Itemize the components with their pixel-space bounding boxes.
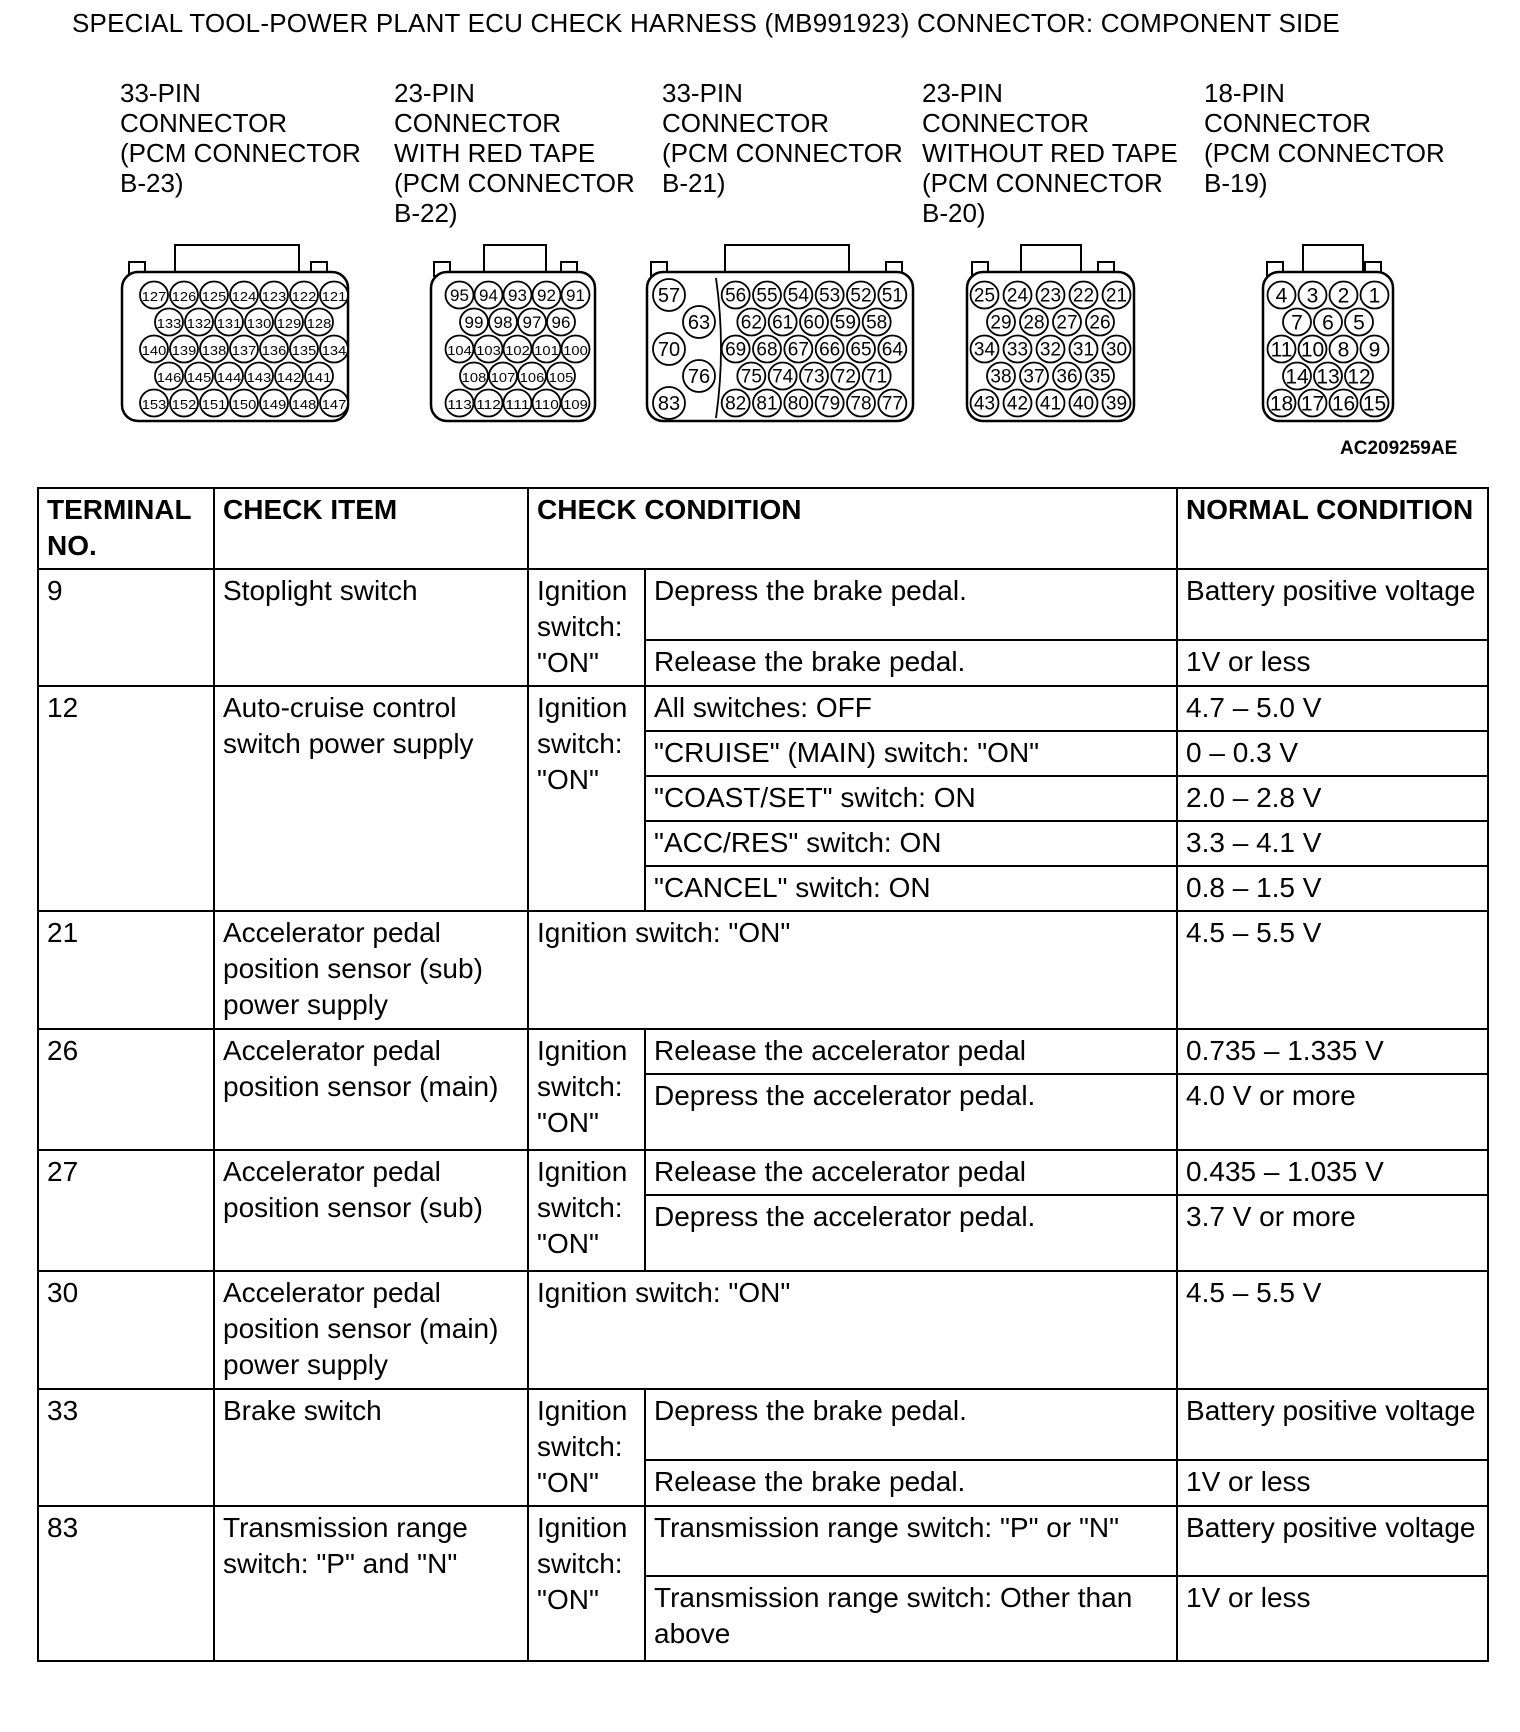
terminal-no-cell: 9 xyxy=(38,569,214,686)
pin-label: 43 xyxy=(973,393,996,415)
pin-label: 6 xyxy=(1322,311,1334,335)
normal-condition-cell: 1V or less xyxy=(1177,1460,1488,1506)
check-condition-cell: Release the accelerator pedal xyxy=(645,1029,1177,1074)
pin-label: 16 xyxy=(1331,392,1356,416)
connector-label-b22: 23-PIN CONNECTOR WITH RED TAPE (PCM CONNECTOR B-22) xyxy=(394,78,635,228)
pin-label: 151 xyxy=(201,396,227,412)
check-condition-cell: "COAST/SET" switch: ON xyxy=(645,776,1177,821)
pin-label: 73 xyxy=(803,366,825,388)
pin-label: 72 xyxy=(834,366,856,388)
pin-label: 99 xyxy=(464,312,484,332)
pin-label: 91 xyxy=(566,285,585,305)
pin-label: 78 xyxy=(850,393,872,415)
pin-label: 92 xyxy=(537,285,556,305)
pin-label: 74 xyxy=(772,366,794,388)
pin-label: 13 xyxy=(1316,365,1340,389)
check-item-cell: Accelerator pedal position sensor (sub) power supply xyxy=(214,911,528,1029)
pin-label: 2 xyxy=(1337,284,1350,308)
pin-label: 134 xyxy=(321,342,347,358)
pin-label: 11 xyxy=(1270,338,1293,362)
switch-condition-cell: Ignition switch: "ON" xyxy=(528,686,645,911)
normal-condition-cell: 1V or less xyxy=(1177,640,1488,686)
pin-label: 35 xyxy=(1089,366,1111,388)
check-condition-cell: Ignition switch: "ON" xyxy=(528,1271,1177,1389)
pin-label: 131 xyxy=(216,315,242,331)
pin-label: 143 xyxy=(246,369,272,385)
check-condition-cell: "ACC/RES" switch: ON xyxy=(645,821,1177,866)
pin-label: 97 xyxy=(522,312,542,332)
pin-label: 144 xyxy=(216,369,242,385)
pin-label: 56 xyxy=(725,285,747,307)
pin-label: 126 xyxy=(171,288,197,304)
pin-label: 7 xyxy=(1291,311,1303,335)
check-condition-cell: Depress the accelerator pedal. xyxy=(645,1195,1177,1271)
pin-label: 94 xyxy=(479,285,498,305)
pin-label: 152 xyxy=(171,396,197,412)
check-item-cell: Stoplight switch xyxy=(214,569,528,686)
pin-label: 150 xyxy=(231,396,257,412)
check-condition-cell: Transmission range switch: Other than above xyxy=(645,1576,1177,1661)
terminal-no-cell: 26 xyxy=(38,1029,214,1150)
check-condition-cell: Depress the brake pedal. xyxy=(645,1389,1177,1460)
pin-label: 1 xyxy=(1368,284,1381,308)
pin-label: 26 xyxy=(1089,312,1111,334)
pin-label: 95 xyxy=(450,285,469,305)
pin-label: 142 xyxy=(276,369,302,385)
check-condition-cell: Release the accelerator pedal xyxy=(645,1150,1177,1195)
pin-label: 103 xyxy=(476,342,501,358)
pin-label: 41 xyxy=(1039,393,1062,415)
check-item-cell: Transmission range switch: "P" and "N" xyxy=(214,1506,528,1661)
pin-label: 5 xyxy=(1353,311,1365,335)
pin-label: 30 xyxy=(1105,339,1128,361)
pin-label: 105 xyxy=(548,369,574,385)
normal-condition-cell: 2.0 – 2.8 V xyxy=(1177,776,1488,821)
pin-label: 28 xyxy=(1023,312,1045,334)
connector-label-b21: 33-PIN CONNECTOR (PCM CONNECTOR B-21) xyxy=(662,78,903,198)
normal-condition-cell: 0.8 – 1.5 V xyxy=(1177,866,1488,911)
table-row xyxy=(38,1150,1488,1195)
pin-label: 121 xyxy=(321,288,347,304)
check-item-cell: Auto-cruise control switch power supply xyxy=(214,686,528,911)
check-item-cell: Accelerator pedal position sensor (sub) xyxy=(214,1150,528,1271)
table-header-row xyxy=(38,488,1488,569)
pin-label: 9 xyxy=(1368,338,1381,362)
side-pin-label: 83 xyxy=(657,393,681,415)
pin-label: 145 xyxy=(186,369,212,385)
table-row xyxy=(38,686,1488,731)
pin-label: 137 xyxy=(231,342,257,358)
table-row xyxy=(38,911,1488,1029)
pin-label: 113 xyxy=(447,396,472,412)
switch-condition-cell: Ignition switch: "ON" xyxy=(528,1506,645,1661)
normal-condition-cell: Battery positive voltage xyxy=(1177,569,1488,640)
check-item-cell: Accelerator pedal position sensor (main) power supply xyxy=(214,1271,528,1389)
check-item-cell: Accelerator pedal position sensor (main) xyxy=(214,1029,528,1150)
pin-label: 147 xyxy=(321,396,347,412)
pin-label: 66 xyxy=(819,339,841,361)
normal-condition-cell: Battery positive voltage xyxy=(1177,1506,1488,1576)
switch-condition-cell: Ignition switch: "ON" xyxy=(528,1150,645,1271)
switch-condition-cell: Ignition switch: "ON" xyxy=(528,1389,645,1506)
table-row xyxy=(38,1271,1488,1389)
check-condition-cell: "CRUISE" (MAIN) switch: "ON" xyxy=(645,731,1177,776)
pin-label: 125 xyxy=(201,288,227,304)
pin-label: 108 xyxy=(461,369,487,385)
table-body xyxy=(38,569,1488,1661)
side-pin-label: 76 xyxy=(687,366,711,388)
side-pin-label: 57 xyxy=(657,285,681,307)
pin-label: 27 xyxy=(1056,312,1078,334)
pin-label: 104 xyxy=(447,342,472,358)
pin-label: 107 xyxy=(490,369,516,385)
terminal-no-cell: 27 xyxy=(38,1150,214,1271)
pin-label: 65 xyxy=(850,339,872,361)
pin-label: 67 xyxy=(787,339,809,361)
pin-label: 111 xyxy=(505,396,530,412)
normal-condition-cell: 4.5 – 5.5 V xyxy=(1177,1271,1488,1389)
pin-label: 79 xyxy=(819,393,841,415)
table-row xyxy=(38,1029,1488,1074)
pin-label: 98 xyxy=(493,312,513,332)
pin-label: 42 xyxy=(1006,393,1029,415)
pin-label: 8 xyxy=(1337,338,1350,362)
pin-label: 124 xyxy=(231,288,257,304)
pin-label: 55 xyxy=(756,285,778,307)
pin-label: 132 xyxy=(186,315,212,331)
pin-label: 4 xyxy=(1275,284,1288,308)
connector-label-b23: 33-PIN CONNECTOR (PCM CONNECTOR B-23) xyxy=(120,78,361,198)
pin-label: 100 xyxy=(563,342,588,358)
normal-condition-cell: Battery positive voltage xyxy=(1177,1389,1488,1460)
pin-label: 136 xyxy=(261,342,287,358)
pin-label: 22 xyxy=(1072,285,1095,307)
pin-label: 53 xyxy=(819,285,841,307)
normal-condition-cell: 3.3 – 4.1 V xyxy=(1177,821,1488,866)
terminal-no-cell: 21 xyxy=(38,911,214,1029)
pin-label: 146 xyxy=(156,369,182,385)
pin-label: 153 xyxy=(141,396,167,412)
pin-label: 36 xyxy=(1056,366,1078,388)
pin-label: 101 xyxy=(534,342,559,358)
side-pin-label: 63 xyxy=(687,312,711,334)
pin-label: 59 xyxy=(834,312,856,334)
connector-diagram xyxy=(0,0,1520,440)
pin-label: 68 xyxy=(756,339,778,361)
pin-label: 25 xyxy=(973,285,996,307)
table-row xyxy=(38,1389,1488,1460)
pin-label: 112 xyxy=(476,396,501,412)
header-check-condition: CHECK CONDITION xyxy=(528,488,1177,569)
check-condition-cell: Release the brake pedal. xyxy=(645,1460,1177,1506)
terminal-no-cell: 30 xyxy=(38,1271,214,1389)
side-pin-label: 70 xyxy=(657,339,681,361)
normal-condition-cell: 4.7 – 5.0 V xyxy=(1177,686,1488,731)
pin-label: 52 xyxy=(850,285,872,307)
check-condition-cell: Ignition switch: "ON" xyxy=(528,911,1177,1029)
pin-label: 80 xyxy=(787,393,809,415)
pin-label: 69 xyxy=(725,339,747,361)
header-check-item: CHECK ITEM xyxy=(214,488,528,569)
connector-key xyxy=(725,245,849,275)
pin-label: 106 xyxy=(519,369,545,385)
pin-label: 23 xyxy=(1039,285,1062,307)
switch-condition-cell: Ignition switch: "ON" xyxy=(528,1029,645,1150)
pin-label: 109 xyxy=(563,396,588,412)
switch-condition-cell: Ignition switch: "ON" xyxy=(528,569,645,686)
terminal-no-cell: 33 xyxy=(38,1389,214,1506)
pin-label: 102 xyxy=(505,342,530,358)
check-condition-cell: Release the brake pedal. xyxy=(645,640,1177,686)
pin-label: 24 xyxy=(1006,285,1029,307)
pin-label: 37 xyxy=(1023,366,1045,388)
pin-label: 129 xyxy=(276,315,302,331)
connector-label-b19: 18-PIN CONNECTOR (PCM CONNECTOR B-19) xyxy=(1204,78,1445,198)
pin-label: 58 xyxy=(866,312,888,334)
pin-label: 34 xyxy=(973,339,996,361)
pin-label: 40 xyxy=(1072,393,1095,415)
check-condition-cell: All switches: OFF xyxy=(645,686,1177,731)
pin-label: 62 xyxy=(740,312,762,334)
pin-label: 123 xyxy=(261,288,287,304)
pin-label: 10 xyxy=(1300,338,1325,362)
normal-condition-cell: 0.735 – 1.335 V xyxy=(1177,1029,1488,1074)
pin-label: 133 xyxy=(156,315,182,331)
check-condition-cell: Transmission range switch: "P" or "N" xyxy=(645,1506,1177,1576)
check-item-cell: Brake switch xyxy=(214,1389,528,1506)
pin-label: 3 xyxy=(1306,284,1319,308)
pin-label: 31 xyxy=(1072,339,1095,361)
pin-label: 148 xyxy=(291,396,317,412)
pin-label: 14 xyxy=(1285,365,1309,389)
pin-label: 51 xyxy=(881,285,903,307)
connector-label-b20: 23-PIN CONNECTOR WITHOUT RED TAPE (PCM CONNECTOR B-20) xyxy=(922,78,1178,228)
pin-label: 128 xyxy=(306,315,332,331)
pin-label: 77 xyxy=(881,393,903,415)
pin-label: 18 xyxy=(1269,392,1294,416)
pin-label: 149 xyxy=(261,396,287,412)
terminal-no-cell: 12 xyxy=(38,686,214,911)
pin-label: 33 xyxy=(1006,339,1029,361)
pin-label: 110 xyxy=(534,396,559,412)
pin-label: 71 xyxy=(866,366,888,388)
pin-label: 140 xyxy=(141,342,167,358)
pin-label: 93 xyxy=(508,285,527,305)
connector-key xyxy=(484,245,546,275)
connector-key xyxy=(1021,245,1081,275)
pin-label: 60 xyxy=(803,312,825,334)
pin-label: 64 xyxy=(881,339,903,361)
table-row xyxy=(38,1506,1488,1576)
table-row xyxy=(38,569,1488,640)
pin-label: 39 xyxy=(1105,393,1128,415)
figure-code: AC209259AE xyxy=(1340,438,1458,459)
normal-condition-cell: 3.7 V or more xyxy=(1177,1195,1488,1271)
connector-key xyxy=(1303,245,1363,275)
pin-label: 130 xyxy=(246,315,272,331)
connector-key xyxy=(175,245,299,275)
pin-label: 141 xyxy=(306,369,332,385)
pin-label: 138 xyxy=(201,342,227,358)
pin-label: 96 xyxy=(551,312,571,332)
pin-label: 81 xyxy=(756,393,778,415)
pin-label: 122 xyxy=(291,288,317,304)
pin-label: 17 xyxy=(1300,392,1325,416)
terminal-no-cell: 83 xyxy=(38,1506,214,1661)
document-title: SPECIAL TOOL-POWER PLANT ECU CHECK HARNESS (MB991923) CONNECTOR: COMPONENT SIDE xyxy=(72,8,1340,38)
pin-label: 21 xyxy=(1105,285,1128,307)
pin-label: 127 xyxy=(141,288,167,304)
check-table xyxy=(37,487,1489,1662)
pin-label: 12 xyxy=(1347,365,1371,389)
normal-condition-cell: 4.0 V or more xyxy=(1177,1074,1488,1150)
normal-condition-cell: 0 – 0.3 V xyxy=(1177,731,1488,776)
pin-label: 139 xyxy=(171,342,197,358)
pin-label: 135 xyxy=(291,342,317,358)
pin-label: 29 xyxy=(990,312,1012,334)
check-condition-cell: Depress the brake pedal. xyxy=(645,569,1177,640)
pin-label: 32 xyxy=(1039,339,1062,361)
normal-condition-cell: 0.435 – 1.035 V xyxy=(1177,1150,1488,1195)
pin-label: 75 xyxy=(740,366,762,388)
pin-label: 38 xyxy=(990,366,1012,388)
normal-condition-cell: 1V or less xyxy=(1177,1576,1488,1661)
header-terminal-no: TERMINAL NO. xyxy=(38,488,214,569)
pin-label: 54 xyxy=(787,285,809,307)
pin-label: 82 xyxy=(725,393,747,415)
check-condition-cell: "CANCEL" switch: ON xyxy=(645,866,1177,911)
normal-condition-cell: 4.5 – 5.5 V xyxy=(1177,911,1488,1029)
pin-label: 15 xyxy=(1362,392,1387,416)
pin-label: 61 xyxy=(772,312,794,334)
header-normal-condition: NORMAL CONDITION xyxy=(1177,488,1488,569)
check-condition-cell: Depress the accelerator pedal. xyxy=(645,1074,1177,1150)
